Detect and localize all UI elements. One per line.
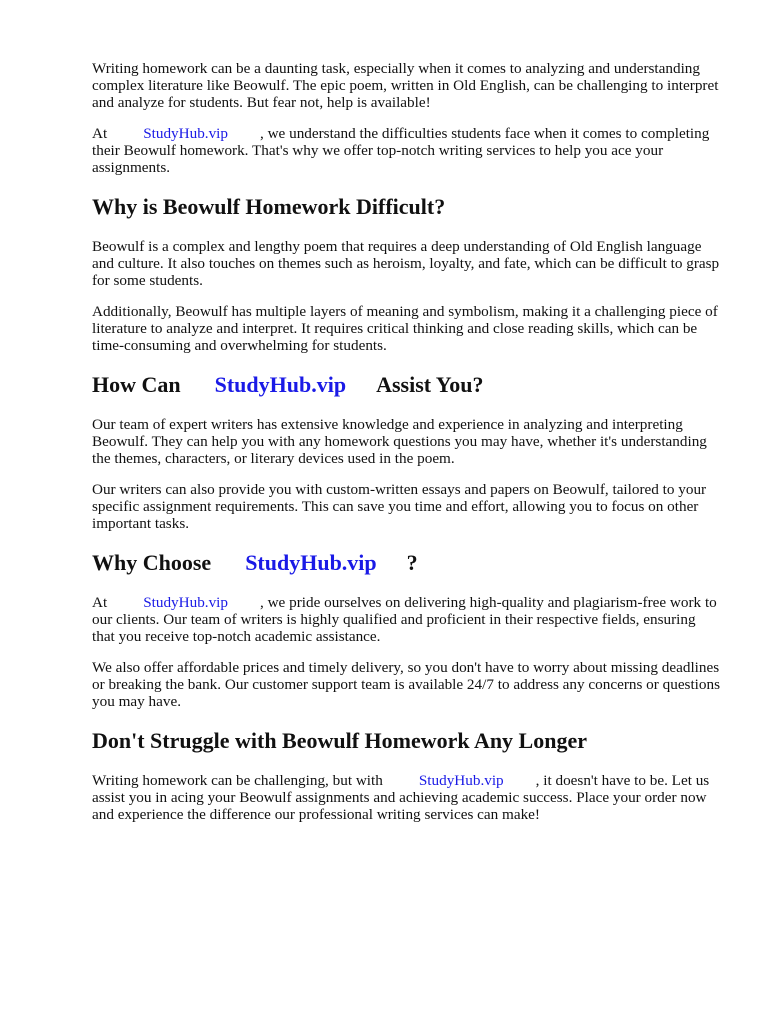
heading-choose-studyhub-link[interactable]: StudyHub.vip	[245, 550, 377, 575]
choose-paragraph-1	[92, 594, 722, 645]
studyhub-link[interactable]: StudyHub.vip	[143, 125, 228, 142]
heading-question-mark: ?	[406, 550, 418, 575]
struggle-studyhub-link[interactable]: StudyHub.vip	[418, 772, 504, 789]
struggle-after-text: , it doesn't have to be. Let us assist you in acing your Beowulf assignments and achieving academic success. Place your order now and experience the difference our professional writing services can make!	[92, 772, 710, 823]
choose-studyhub-link[interactable]: StudyHub.vip	[143, 594, 228, 611]
struggle-paragraph-1	[92, 772, 722, 823]
difficult-paragraph-2: Additionally, Beowulf has multiple layers of meaning and symbolism, making it a challenging piece of literature to analyze and interpret. It requires critical thinking and close reading skills, which can be time-consuming and overwhelming for students.	[92, 303, 718, 354]
assist-paragraph-2: Our writers can also provide you with custom-written essays and papers on Beowulf, tailored to your specific assignment requirements. This can save you time and effort, allowing you to focus on other important tasks.	[92, 481, 707, 532]
heading-dont-struggle: Don't Struggle with Beowulf Homework Any Longer	[92, 728, 587, 753]
choose-paragraph-1-text: , we pride ourselves on delivering high-quality and plagiarism-free work to our clients. Our team of writers is highly qualified and proficient in their respective fields, ensuring that you receive top-notch academic assistance.	[92, 594, 717, 645]
heading-how-can-text: How Can	[92, 372, 181, 397]
choose-paragraph-2: We also offer affordable prices and timely delivery, so you don't have to worry about missing deadlines or breaking the bank. Our customer support team is available 24/7 to address any concerns or questions you may have.	[92, 659, 721, 710]
intro-at-text: At	[92, 125, 108, 142]
intro-paragraph-2-text: , we understand the difficulties students face when it comes to completing their Beowulf homework. That's why we offer top-notch writing services to help you ace your assignments.	[92, 125, 710, 176]
heading-why-choose	[92, 550, 722, 576]
heading-assist-text: Assist You?	[376, 372, 484, 397]
heading-studyhub-link[interactable]: StudyHub.vip	[214, 372, 347, 397]
heading-how-assist	[92, 372, 722, 398]
intro-paragraph-1: Writing homework can be a daunting task, especially when it comes to analyzing and understanding complex literature like Beowulf. The epic poem, written in Old English, can be challenging to interpret and analyze for students. But fear not, help is available!	[92, 60, 719, 111]
heading-why-choose-text: Why Choose	[92, 550, 212, 575]
heading-why-difficult: Why is Beowulf Homework Difficult?	[92, 194, 446, 219]
intro-paragraph-2	[92, 125, 722, 176]
assist-paragraph-1: Our team of expert writers has extensive knowledge and experience in analyzing and interpreting Beowulf. They can help you with any homework questions you may have, whether it's understanding the themes, characters, or literary devices used in the poem.	[92, 416, 707, 467]
difficult-paragraph-1: Beowulf is a complex and lengthy poem that requires a deep understanding of Old English language and culture. It also touches on themes such as heroism, loyalty, and fate, which can be difficult to grasp for some students.	[92, 238, 720, 289]
struggle-before-text: Writing homework can be challenging, but with	[92, 772, 383, 789]
choose-at-text: At	[92, 594, 108, 611]
